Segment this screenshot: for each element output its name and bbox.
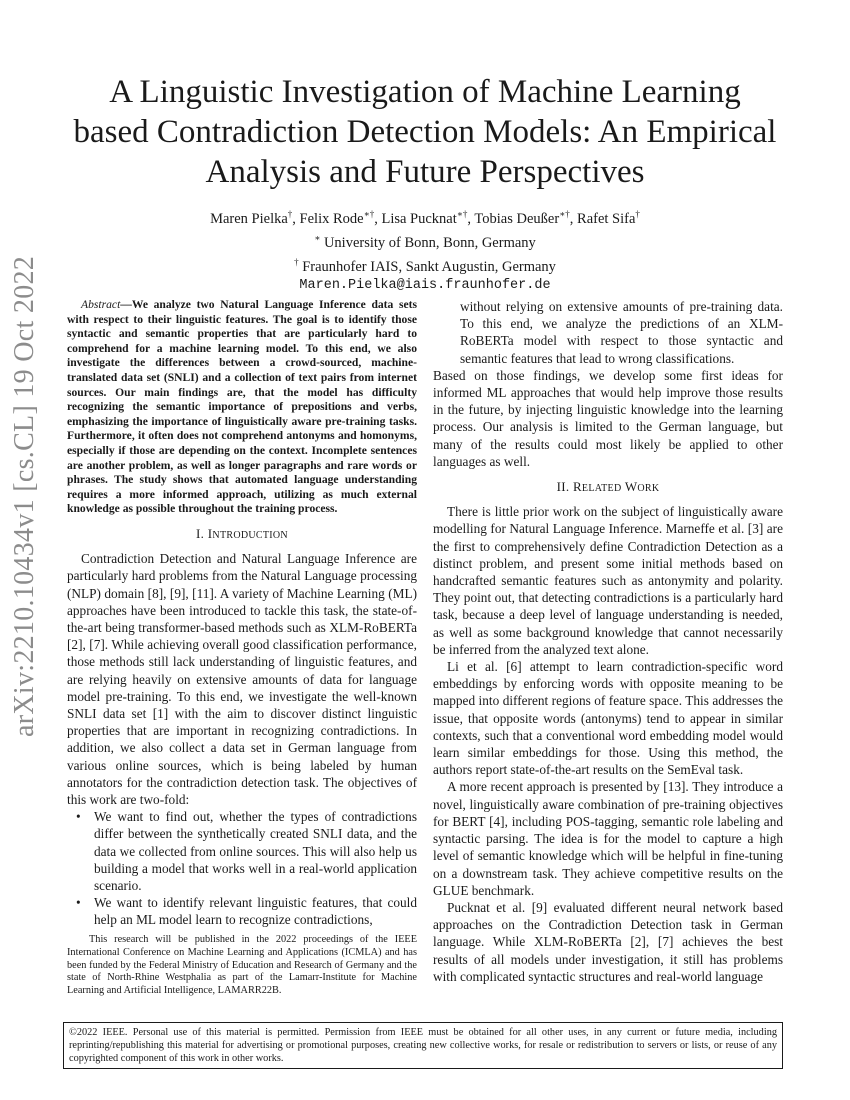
author-name: Tobias Deußer: [474, 210, 560, 227]
footnote: This research will be published in the 2022 proceedings of the IEEE International Conference on Machine Learning and Applications (ICMLA) and has been funded by the Federal Ministry of Education and Research of Germany and the state of North-Rhine Westphalia as part of the Lamarr-Institute for Machine Learning and Artificial Intelligence, LAMARR22B.: [67, 934, 417, 997]
related-paragraph-2: Li et al. [6] attempt to learn contradiction-specific word embeddings by enforcing words with opposite meaning to be mapped into different regions of feature space. This addresses the issue, that opposite words (antonyms) tend to appear in similar contexts, such that a conventional word embedding model would learn similar embeddings for those. Using this method, the authors report state-of-the-art results on the SemEval task.: [433, 659, 783, 778]
copyright-notice: ©2022 IEEE. Personal use of this material is permitted. Permission from IEEE must be obtained for all other uses, in any current or future media, including reprinting/republishing this material for advertising or promotional purposes, creating new collective works, for resale or redistribution to servers or lists, or reuse of any copyrighted component of this work in other works.: [63, 1022, 783, 1069]
author-name: Maren Pielka: [210, 210, 288, 227]
list-item-text: We want to identify relevant linguistic features, that could help an ML model learn to recognize contradictions,: [94, 895, 417, 928]
affiliation-mark: ∗: [314, 232, 321, 243]
affiliation-2: [70, 253, 780, 277]
intro-paragraph-2: Based on those findings, we develop some first ideas for informed ML approaches that would help improve those results in the future, by injecting linguistic knowledge into the learning process. Our analysis is limited to the German language, but many of the results could most likely be applied to other languages as well.: [433, 367, 783, 469]
author-name: Lisa Pucknat: [381, 210, 457, 227]
abstract: [67, 298, 417, 517]
heading-smallcaps: NTRODUCTION: [212, 529, 288, 541]
abstract-dash: —: [120, 298, 132, 311]
heading-initial: R: [572, 479, 582, 495]
list-item-continuation: without relying on extensive amounts of pre-training data. To this end, we analyze the predictions of an XLM-RoBERTa model with respect to those syntactic and semantic features that lead to wrong classifications.: [460, 299, 783, 366]
related-paragraph-4: Pucknat et al. [9] evaluated different neural network based approaches on the Contradiction Detection task in German language. While XLM-RoBERTa [2], [7] achieves the best results of all models under investigation, it still has problems with complicated syntactic structures and real-world language: [433, 899, 783, 984]
related-paragraph-1: There is little prior work on the subject of linguistically aware modelling for Natural Language Inference. Marneffe et al. [3] are the first to comprehensively define Contradiction Detection as a distinct problem, and present some initial methods based on handcrafted semantic features such as antonymity and polarity. They point out, that detecting contradictions is a particularly hard task, because a deep level of language understanding is needed, as well as some background knowledge that cannot necessarily be inferred from the analyzed text alone.: [433, 504, 783, 657]
author-name: Felix Rode: [299, 210, 364, 227]
paper-title: A Linguistic Investigation of Machine Learning based Contradiction Detection Models: An Empirical Analysis and Future Perspectives: [73, 74, 777, 190]
section-heading-introduction: [67, 525, 417, 544]
author-block: [70, 205, 780, 295]
affiliation-1: [70, 229, 780, 253]
intro-paragraph-1: Contradiction Detection and Natural Language Inference are particularly hard problems from the Natural Language processing (NLP) domain [8], [9], [11]. A variety of Machine Learning (ML) approaches have been introduced to tackle this task, the state-of-the-art being transformer-based methods such as XLM-RoBERTa [2], [7]. While achieving overall good classification performance, those methods still lack understanding of linguistic features, and are relying heavily on extensive amounts of data for language model pre-training. To this end, we investigate the well-known SNLI data set [1] with the aim to discover distinct linguistic properties that are important in recognizing contradictions. In addition, we also collect a data set in German language from various online sources, which is being labeled by human annotators for the contradiction detection task. The objectives of this work are two-fold:: [67, 551, 417, 807]
arxiv-identifier: arXiv:2210.10434v1 [cs.CL] 19 Oct 2022: [9, 255, 40, 737]
list-item: [76, 894, 417, 928]
bullet-glyph: •: [76, 809, 81, 825]
left-column: [67, 298, 417, 929]
heading-initial: I: [207, 525, 213, 541]
affiliation-text: Fraunhofer IAIS, Sankt Augustin, Germany: [302, 258, 556, 275]
section-number: II.: [556, 479, 570, 495]
author-separator: ,: [467, 210, 475, 227]
abstract-text: We analyze two Natural Language Inference data sets with respect to their linguistic features. The goal is to identify those syntactic and semantic properties that are particularly hard to comprehend for a machine learning model. To this end, we also investigate the differences between a crowd-sourced, machine-translated data set (SNLI) and a collection of text pairs from internet sources. Our main findings are, that the model has difficulty recognizing the semantic importance of prepositions and verbs, emphasizing the importance of linguistically aware pre-training tasks. Furthermore, it often does not comprehend antonyms and homonyms, especially if those are depending on the context. Incomplete sentences are another problem, as well as longer paragraphs and rare words or phrases. The study shows that automated language understanding requires a more informed approach, utilizing as much external knowledge as possible throughout the training process.: [67, 298, 417, 516]
author-names: [70, 205, 780, 229]
right-column: [433, 298, 783, 985]
affiliation-mark: ∗†: [456, 209, 468, 219]
contact-email: Maren.Pielka@iais.fraunhofer.de: [299, 278, 551, 294]
author-separator: ,: [569, 210, 578, 227]
bullet-glyph: •: [76, 895, 81, 911]
affiliation-mark: ∗†: [559, 209, 570, 219]
abstract-label: Abstract: [81, 298, 121, 311]
heading-smallcaps: ELATED: [581, 483, 622, 495]
affiliation-text: University of Bonn, Bonn, Germany: [323, 234, 536, 251]
affiliation-mark: †: [635, 209, 640, 219]
author-separator: ,: [374, 210, 382, 227]
list-item-text: We want to find out, whether the types of contradictions differ between the synthetically created SNLI data, and the data we collected from online sources. This will also help us building a model that works well in a real-world application scenario.: [94, 809, 417, 893]
section-heading-related-work: [433, 478, 783, 497]
section-number: I.: [196, 525, 205, 541]
list-item: [76, 808, 417, 894]
affiliation-mark: ∗†: [363, 209, 375, 219]
author-separator: ,: [292, 210, 300, 227]
author-name: Rafet Sifa: [577, 210, 636, 227]
related-paragraph-3: A more recent approach is presented by [13]. They introduce a novel, linguistically aware combination of pre-training objectives for BERT [4], including POS-tagging, semantic role labeling and syntactic parsing. The idea is for the model to capture a high level of semantic knowledge which will be helpful in fine-tuning on a downstream task. They achieve competitive results on the GLUE benchmark.: [433, 779, 783, 898]
affiliation-mark: †: [294, 256, 299, 267]
heading-smallcaps: ORK: [637, 483, 660, 495]
objectives-list: [67, 808, 417, 928]
heading-initial: W: [624, 479, 638, 495]
affiliation-mark: †: [287, 209, 293, 219]
